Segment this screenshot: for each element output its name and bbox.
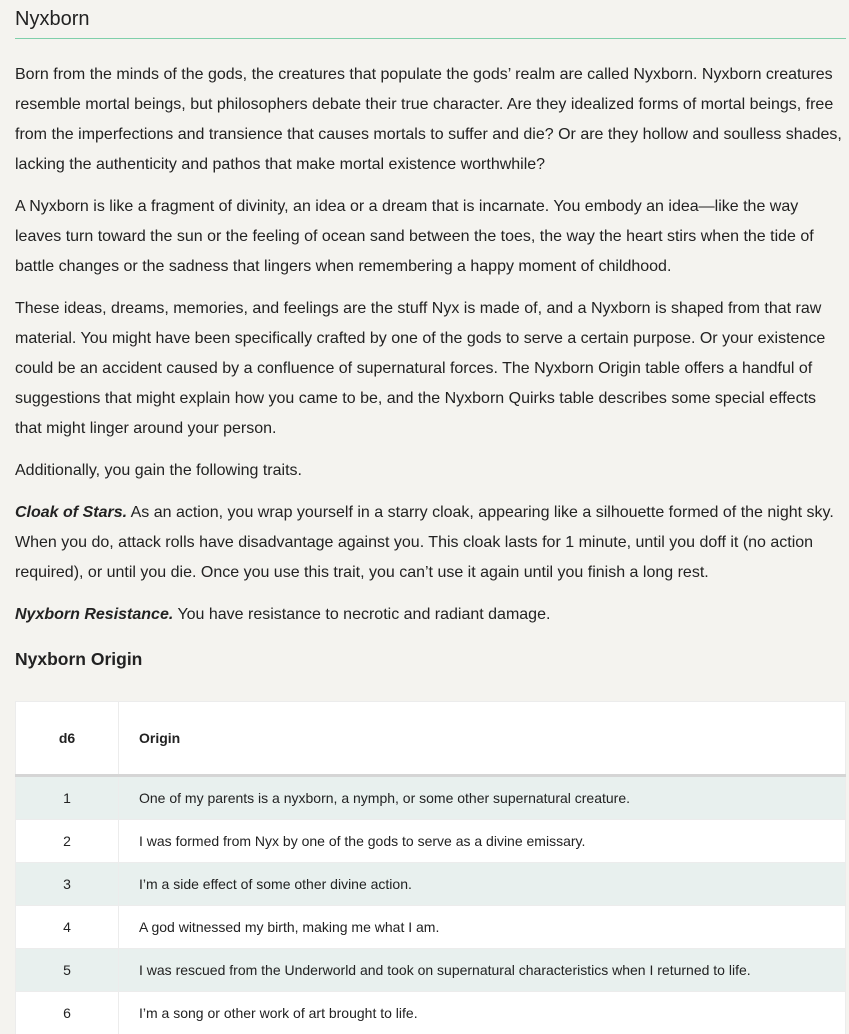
- table-cell-die: 1: [16, 776, 119, 820]
- table-cell-origin: I was rescued from the Underworld and took on supernatural characteristics when I returned to life.: [119, 949, 846, 992]
- origin-paragraph: These ideas, dreams, memories, and feelings are the stuff Nyx is made of, and a Nyxborn is shaped from that raw material. You might have been specifically crafted by one of the gods to serve a certain purpose. Or your existence could be an accident caused by a confluence of supernatural forces. The Nyxborn Origin table offers a handful of suggestions that might explain how you came to be, and the Nyxborn Quirks table describes some special effects that might linger around your person.: [15, 294, 846, 444]
- table-row: [16, 906, 846, 949]
- table-cell-die: 5: [16, 949, 119, 992]
- trait-cloak-of-stars: [15, 498, 846, 588]
- table-cell-origin: I’m a song or other work of art brought to life.: [119, 992, 846, 1034]
- traits-intro-paragraph: Additionally, you gain the following traits.: [15, 456, 846, 486]
- page-content: [15, 0, 846, 670]
- table-header-die: d6: [16, 702, 119, 776]
- section-heading-nyxborn-origin: Nyxborn Origin: [15, 648, 846, 670]
- table-row: [16, 992, 846, 1034]
- description-paragraph: A Nyxborn is like a fragment of divinity, an idea or a dream that is incarnate. You embody an idea—like the way leaves turn toward the sun or the feeling of ocean sand between the toes, the way the heart stirs when the tide of battle changes or the sadness that lingers when remembering a happy moment of childhood.: [15, 192, 846, 282]
- table-header-row: [16, 702, 846, 776]
- table-row: [16, 776, 846, 820]
- table-cell-origin: One of my parents is a nyxborn, a nymph, or some other supernatural creature.: [119, 776, 846, 820]
- origin-table: [15, 701, 846, 1034]
- trait-text: As an action, you wrap yourself in a starry cloak, appearing like a silhouette formed of the night sky. When you do, attack rolls have disadvantage against you. This cloak lasts for 1 minute, until you doff it (no action required), or until you die. Once you use this trait, you can’t use it again until you finish a long rest.: [15, 504, 834, 581]
- table-cell-origin: A god witnessed my birth, making me what I am.: [119, 906, 846, 949]
- table-row: [16, 949, 846, 992]
- trait-name: Nyxborn Resistance.: [15, 606, 173, 623]
- table-row: [16, 820, 846, 863]
- trait-name: Cloak of Stars.: [15, 504, 127, 521]
- table-cell-die: 4: [16, 906, 119, 949]
- page-title: Nyxborn: [15, 7, 846, 39]
- table-cell-die: 6: [16, 992, 119, 1034]
- intro-paragraph: Born from the minds of the gods, the creatures that populate the gods’ realm are called Nyxborn. Nyxborn creatures resemble mortal beings, but philosophers debate their true character. Are they idealized forms of mortal beings, free from the imperfections and transience that causes mortals to suffer and die? Or are they hollow and soulless shades, lacking the authenticity and pathos that make mortal existence worthwhile?: [15, 60, 846, 180]
- trait-text: You have resistance to necrotic and radiant damage.: [177, 606, 550, 623]
- table-cell-origin: I’m a side effect of some other divine action.: [119, 863, 846, 906]
- table-row: [16, 863, 846, 906]
- table-cell-die: 3: [16, 863, 119, 906]
- trait-nyxborn-resistance: [15, 600, 846, 630]
- table-cell-die: 2: [16, 820, 119, 863]
- table-cell-origin: I was formed from Nyx by one of the gods to serve as a divine emissary.: [119, 820, 846, 863]
- table-header-origin: Origin: [119, 702, 846, 776]
